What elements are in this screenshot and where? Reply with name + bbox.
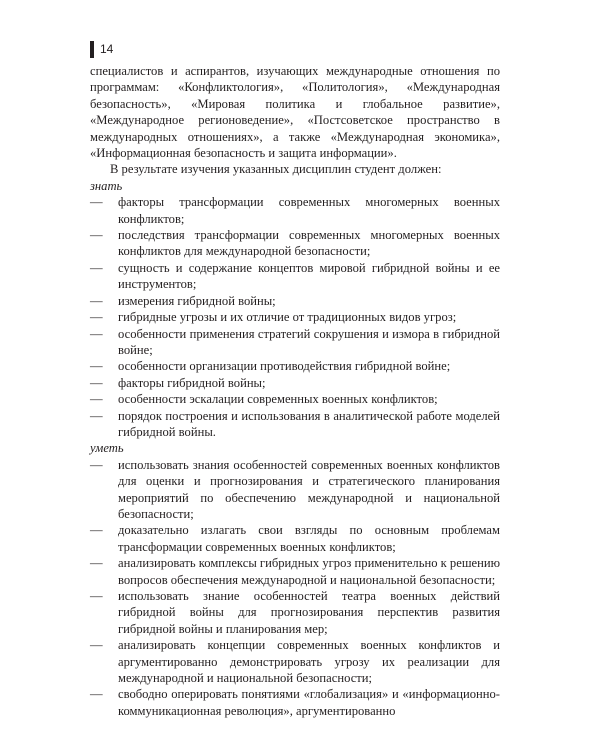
list-item [90, 309, 500, 325]
list-item [90, 686, 500, 719]
dash-bullet: — [90, 687, 103, 702]
dash-bullet: — [90, 359, 103, 374]
list-item-text: особенности применения стратегий сокрушения и измора в гибридной войне; [118, 326, 500, 357]
list-item [90, 293, 500, 309]
page-number: 14 [100, 41, 114, 56]
list-item-text: анализировать комплексы гибридных угроз применительно к решению вопросов обеспечения международной и национальной безопасности; [118, 556, 500, 587]
list-item-text: сущность и содержание концептов мировой гибридной войны и ее инструментов; [118, 260, 500, 292]
dash-bullet: — [90, 375, 103, 390]
list-item-text: измерения гибридной войны; [118, 293, 276, 308]
list-item-text: факторы гибридной войны; [118, 375, 266, 390]
know-list [90, 194, 500, 440]
dash-bullet: — [90, 195, 103, 210]
list-item-text: гибридные угрозы и их отличие от традиционных видов угроз; [118, 310, 457, 325]
intro-paragraph: специалистов и аспирантов, изучающих международные отношения по программам: «Конфликтология», «Политология», «Международная безопасность», «Мировая политика и глобальное развитие», «Международное регионоведение», «Постсоветское пространство в международных отношениях», а также «Международная экономика», «Информационная безопасность и защита информации». [90, 64, 500, 161]
dash-bullet: — [90, 457, 103, 472]
list-item-text: использовать знания особенностей современных военных конфликтов для оценки и прогнозирования и стратегического планирования мероприятий по обеспечению международной и национальной безопасности; [118, 457, 500, 521]
list-item-text: использовать знание особенностей театра военных действий гибридной войны для прогнозирования перспектив развития гибридной войны и планирования мер; [118, 589, 500, 636]
dash-bullet: — [90, 589, 103, 603]
list-item-text: особенности организации противодействия гибридной войне; [118, 359, 451, 374]
able-heading: уметь [90, 441, 124, 456]
list-item [90, 588, 500, 637]
dash-bullet: — [90, 293, 103, 308]
dash-bullet: — [90, 556, 103, 571]
list-item-text: свободно оперировать понятиями «глобализация» и «информационно-коммуникационная революция», аргументированно [118, 687, 500, 718]
result-paragraph: В результате изучения указанных дисциплин студент должен: [110, 162, 442, 177]
list-item [90, 260, 500, 293]
list-item [90, 326, 500, 359]
list-item [90, 637, 500, 686]
dash-bullet: — [90, 408, 103, 423]
able-list [90, 457, 500, 720]
dash-bullet: — [90, 326, 103, 341]
list-item-text: особенности эскалации современных военных конфликтов; [118, 392, 438, 407]
list-item-text: последствия трансформации современных многомерных военных конфликтов для международной безопасности; [118, 228, 500, 259]
dash-bullet: — [90, 260, 103, 275]
list-item [90, 375, 500, 391]
list-item [90, 408, 500, 441]
header-marker-bar [90, 41, 94, 58]
list-item-text: порядок построения и использования в аналитической работе моделей гибридной войны. [118, 408, 500, 439]
page-body [90, 63, 500, 719]
know-heading: знать [90, 178, 123, 193]
list-item [90, 391, 500, 407]
list-item [90, 555, 500, 588]
list-item [90, 194, 500, 227]
list-item [90, 522, 500, 555]
dash-bullet: — [90, 523, 103, 538]
dash-bullet: — [90, 228, 103, 243]
list-item [90, 227, 500, 260]
dash-bullet: — [90, 638, 103, 653]
list-item-text: доказательно излагать свои взгляды по основным проблемам трансформации современных военных конфликтов; [118, 523, 500, 554]
list-item-text: анализировать концепции современных военных конфликтов и аргументированно демонстрировать угрозу их реализации для международной и национальной безопасности; [118, 638, 500, 686]
list-item-text: факторы трансформации современных многомерных военных конфликтов; [118, 195, 500, 226]
list-item [90, 358, 500, 374]
dash-bullet: — [90, 392, 103, 407]
dash-bullet: — [90, 310, 103, 325]
page-header [90, 40, 113, 58]
list-item [90, 457, 500, 523]
